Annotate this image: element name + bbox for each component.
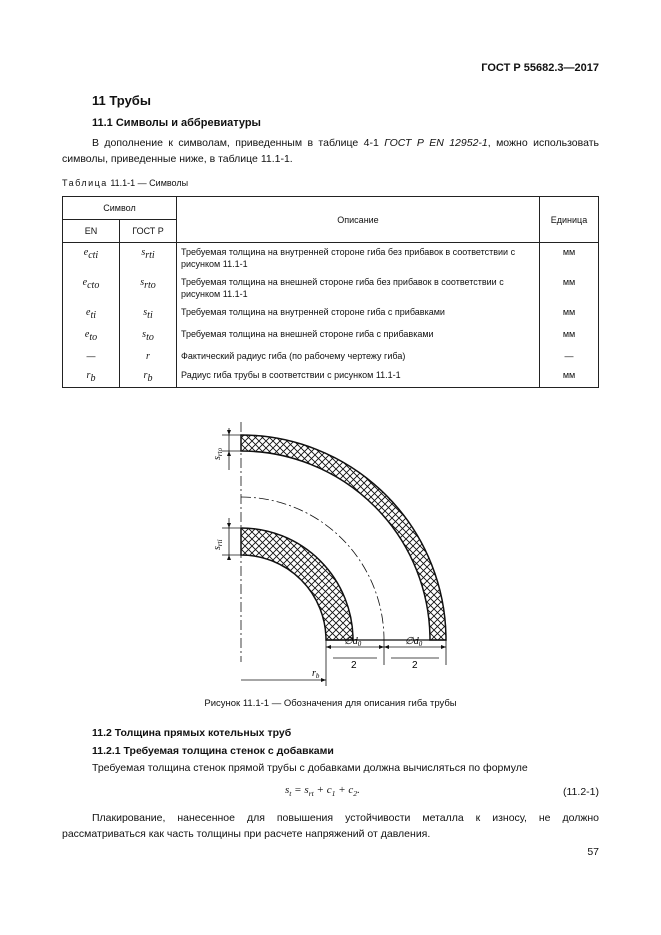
- label-s-rti: $s_{rti}$: [212, 539, 224, 550]
- page-number: 57: [587, 846, 599, 858]
- unit: —: [540, 347, 599, 366]
- header-gost: ГОСТ Р: [120, 220, 177, 243]
- symbol-en: $r_b$: [63, 366, 120, 388]
- table-row: [63, 273, 599, 303]
- symbol-en: $e_{cti}$: [63, 243, 120, 274]
- label-d0-inner: $\emptyset d_0$: [344, 636, 362, 648]
- symbol-en: —: [63, 347, 120, 366]
- unit: мм: [540, 303, 599, 325]
- pipe-bend-figure: [200, 418, 470, 688]
- symbol-gost: $s_{to}$: [120, 325, 177, 347]
- formula-number: (11.2-1): [563, 786, 599, 798]
- description: Фактический радиус гиба (по рабочему чертежу гиба): [177, 347, 540, 366]
- intro-paragraph: В дополнение к символам, приведенным в таблице 4-1 ГОСТ Р EN 12952-1, можно использовать символы, приведенные ниже, в таблице 11.1-1.: [62, 137, 599, 165]
- unit: мм: [540, 366, 599, 388]
- header-en: EN: [63, 220, 120, 243]
- inner-wall-section: [241, 528, 353, 640]
- header-symbol: Символ: [63, 197, 177, 220]
- subsection-title: 11.1 Символы и аббревиатуры: [92, 117, 261, 129]
- unit: мм: [540, 325, 599, 347]
- symbol-en: $e_{to}$: [63, 325, 120, 347]
- header-description: Описание: [177, 197, 540, 243]
- symbols-table: [62, 196, 599, 388]
- table-row: [63, 303, 599, 325]
- description: Радиус гиба трубы в соответствии с рисунком 11.1-1: [177, 366, 540, 388]
- section-11-2-1-title: 11.2.1 Требуемая толщина стенок с добавками: [92, 745, 334, 757]
- label-s-rto: $s_{rto}$: [212, 447, 224, 460]
- description: Требуемая толщина на внешней стороне гиба с прибавками: [177, 325, 540, 347]
- symbol-gost: $s_{rti}$: [120, 243, 177, 274]
- table-caption: Таблица 11.1-1 — Символы: [62, 178, 189, 188]
- figure-caption: Рисунок 11.1-1 — Обозначения для описания гиба трубы: [204, 698, 457, 709]
- table-row: [63, 366, 599, 388]
- section-title: 11 Трубы: [92, 93, 151, 108]
- formula: $s_t = s_{rt} + c_1 + c_2$.: [285, 784, 360, 799]
- label-two-inner: 2: [351, 660, 357, 671]
- section-11-2-title: 11.2 Толщина прямых котельных труб: [92, 727, 292, 739]
- description: Требуемая толщина на внутренней стороне гиба с прибавками: [177, 303, 540, 325]
- formula-intro: Требуемая толщина стенок прямой трубы с добавками должна вычисляться по формуле: [92, 762, 528, 774]
- label-rb: $r_b$: [312, 668, 320, 680]
- standard-reference: ГОСТ Р EN 12952-1: [384, 137, 488, 149]
- unit: мм: [540, 273, 599, 303]
- description: Требуемая толщина на внешней стороне гиба без прибавок в соответствии с рисунком 11.1-1: [177, 273, 540, 303]
- symbol-en: $e_{cto}$: [63, 273, 120, 303]
- header-unit: Единица: [540, 197, 599, 243]
- note-paragraph: Плакирование, нанесенное для повышения устойчивости металла к износу, не должно рассматриваться как часть толщины при расчете напряжений от давления.: [62, 812, 599, 840]
- unit: мм: [540, 243, 599, 274]
- description: Требуемая толщина на внутренней стороне гиба без прибавок в соответствии с рисунком 11.1-1: [177, 243, 540, 274]
- symbol-gost: r: [120, 347, 177, 366]
- symbol-en: $e_{ti}$: [63, 303, 120, 325]
- symbol-gost: $s_{rto}$: [120, 273, 177, 303]
- label-d0-outer: $\emptyset d_0$: [405, 636, 423, 648]
- table-row: [63, 243, 599, 274]
- symbol-gost: $s_{ti}$: [120, 303, 177, 325]
- symbol-gost: $r_b$: [120, 366, 177, 388]
- label-two-outer: 2: [412, 660, 418, 671]
- table-row: [63, 325, 599, 347]
- document-id: ГОСТ Р 55682.3—2017: [481, 62, 599, 74]
- table-row: [63, 347, 599, 366]
